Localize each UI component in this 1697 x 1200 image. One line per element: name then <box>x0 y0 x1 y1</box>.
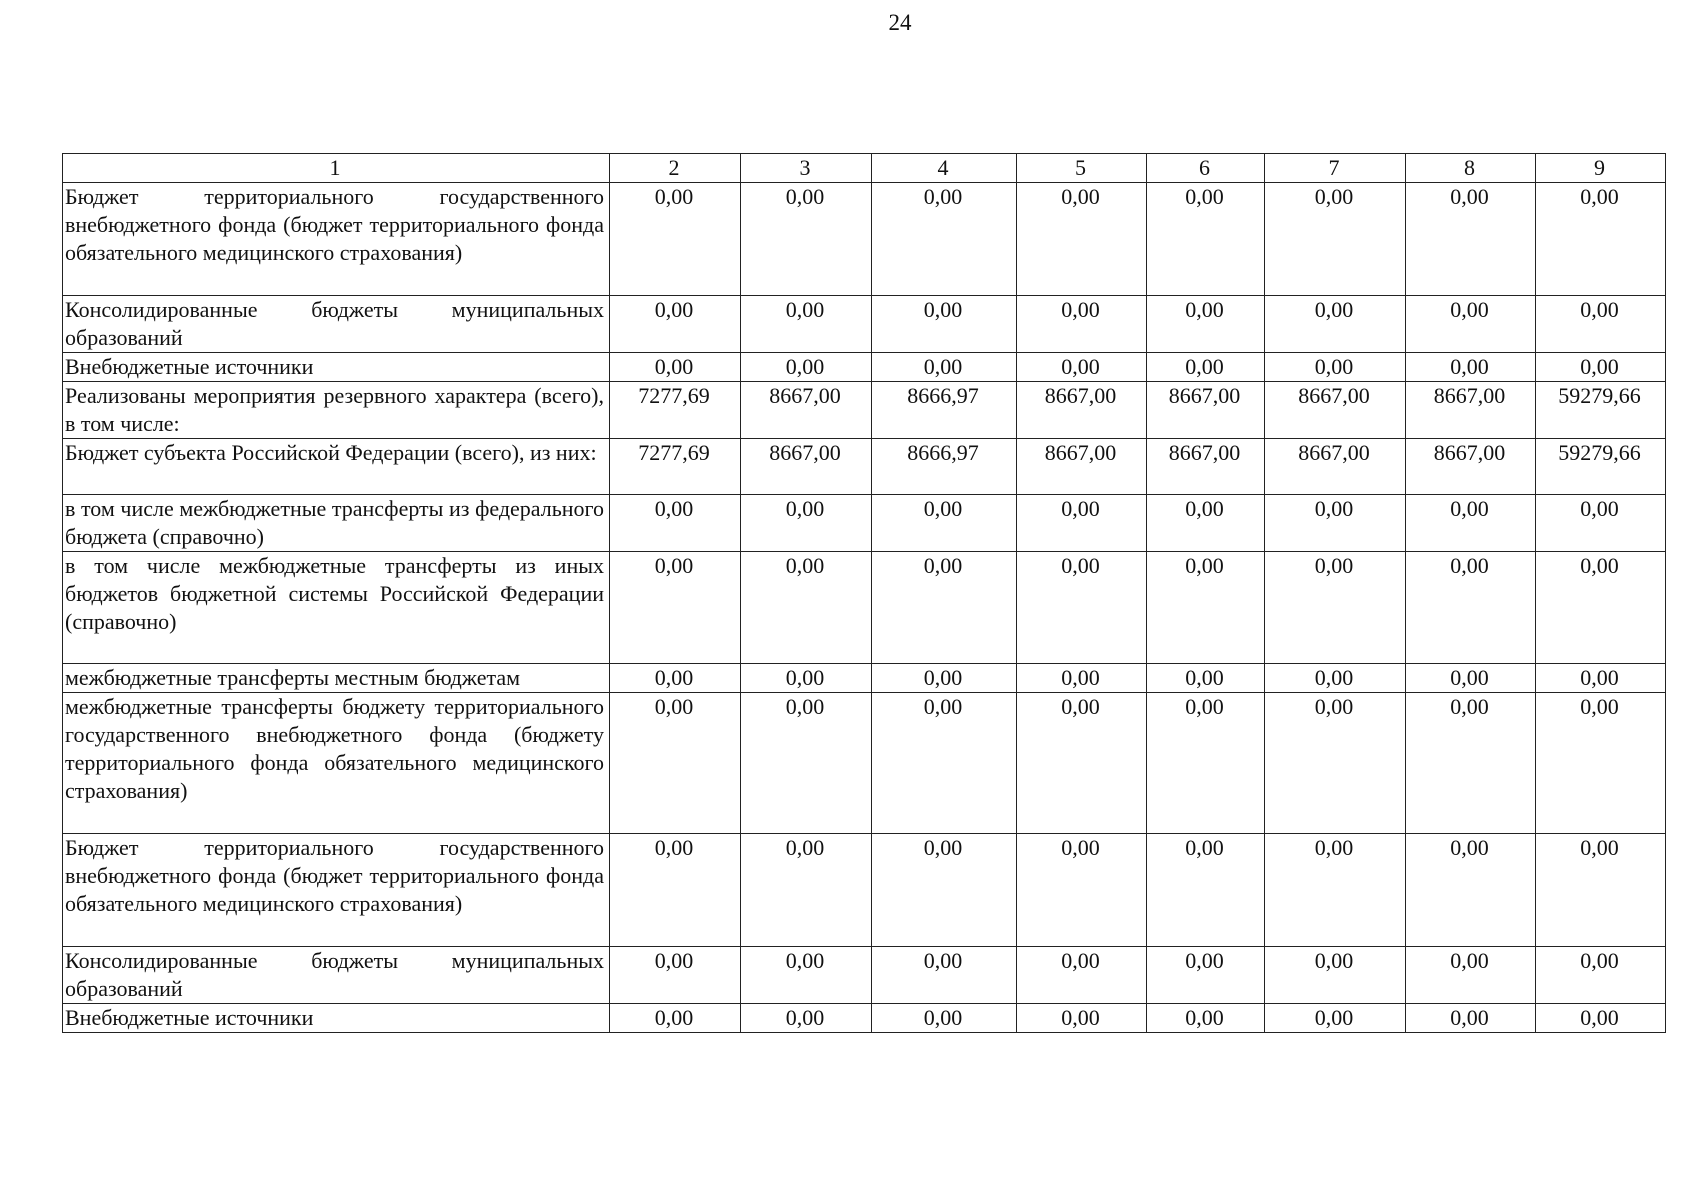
value-cell: 0,00 <box>1406 1004 1536 1033</box>
table-row <box>63 439 1666 495</box>
value-cell: 0,00 <box>872 183 1017 296</box>
value-cell: 0,00 <box>610 495 741 552</box>
value-cell: 0,00 <box>1017 947 1147 1004</box>
value-cell: 0,00 <box>741 495 872 552</box>
value-cell: 0,00 <box>610 552 741 664</box>
value-cell: 0,00 <box>1017 1004 1147 1033</box>
value-cell: 0,00 <box>610 296 741 353</box>
row-label: Бюджет территориального государственного внебюджетного фонда (бюджет территориального фонда обязательного медицинского страхования) <box>63 183 610 296</box>
value-cell: 0,00 <box>872 693 1017 834</box>
row-label: Бюджет территориального государственного внебюджетного фонда (бюджет территориального фонда обязательного медицинского страхования) <box>63 834 610 947</box>
value-cell: 0,00 <box>1406 947 1536 1004</box>
column-header: 7 <box>1265 154 1406 183</box>
value-cell: 0,00 <box>1265 495 1406 552</box>
value-cell: 0,00 <box>1147 183 1265 296</box>
value-cell: 0,00 <box>872 1004 1017 1033</box>
table-row <box>63 552 1666 664</box>
value-cell: 0,00 <box>1147 353 1265 382</box>
value-cell: 0,00 <box>872 353 1017 382</box>
value-cell: 0,00 <box>1017 664 1147 693</box>
value-cell: 8667,00 <box>1017 439 1147 495</box>
value-cell: 8667,00 <box>741 439 872 495</box>
value-cell: 0,00 <box>872 296 1017 353</box>
table-row <box>63 183 1666 296</box>
value-cell: 0,00 <box>1147 495 1265 552</box>
value-cell: 0,00 <box>610 183 741 296</box>
value-cell: 0,00 <box>1406 834 1536 947</box>
value-cell: 0,00 <box>1265 552 1406 664</box>
row-label: Консолидированные бюджеты муниципальных образований <box>63 296 610 353</box>
value-cell: 0,00 <box>1536 693 1666 834</box>
value-cell: 0,00 <box>610 664 741 693</box>
value-cell: 0,00 <box>1017 183 1147 296</box>
value-cell: 8667,00 <box>1147 439 1265 495</box>
value-cell: 0,00 <box>610 1004 741 1033</box>
value-cell: 0,00 <box>1265 183 1406 296</box>
value-cell: 0,00 <box>741 296 872 353</box>
value-cell: 0,00 <box>741 664 872 693</box>
value-cell: 0,00 <box>1536 353 1666 382</box>
value-cell: 0,00 <box>1017 495 1147 552</box>
value-cell: 7277,69 <box>610 382 741 439</box>
row-label: Внебюджетные источники <box>63 353 610 382</box>
value-cell: 8667,00 <box>1017 382 1147 439</box>
row-label: Бюджет субъекта Российской Федерации (всего), из них: <box>63 439 610 495</box>
value-cell: 59279,66 <box>1536 439 1666 495</box>
value-cell: 0,00 <box>1536 495 1666 552</box>
value-cell: 8667,00 <box>741 382 872 439</box>
value-cell: 0,00 <box>1017 552 1147 664</box>
column-header: 1 <box>63 154 610 183</box>
value-cell: 0,00 <box>1406 495 1536 552</box>
value-cell: 0,00 <box>1536 664 1666 693</box>
value-cell: 0,00 <box>1017 834 1147 947</box>
table-row <box>63 1004 1666 1033</box>
value-cell: 0,00 <box>1536 552 1666 664</box>
value-cell: 0,00 <box>1406 664 1536 693</box>
value-cell: 0,00 <box>1536 1004 1666 1033</box>
value-cell: 0,00 <box>1147 693 1265 834</box>
row-label: в том числе межбюджетные трансферты из федерального бюджета (справочно) <box>63 495 610 552</box>
table-row <box>63 296 1666 353</box>
value-cell: 0,00 <box>741 1004 872 1033</box>
value-cell: 0,00 <box>1265 296 1406 353</box>
value-cell: 0,00 <box>1147 834 1265 947</box>
value-cell: 0,00 <box>1147 664 1265 693</box>
row-label: межбюджетные трансферты бюджету территориального государственного внебюджетного фонда (бюджету территориального фонда обязательного медицинского страхования) <box>63 693 610 834</box>
value-cell: 8667,00 <box>1265 382 1406 439</box>
value-cell: 0,00 <box>741 353 872 382</box>
value-cell: 8667,00 <box>1406 439 1536 495</box>
value-cell: 0,00 <box>741 834 872 947</box>
table-row <box>63 382 1666 439</box>
value-cell: 0,00 <box>1147 552 1265 664</box>
value-cell: 0,00 <box>610 834 741 947</box>
table-row <box>63 353 1666 382</box>
value-cell: 0,00 <box>1406 693 1536 834</box>
value-cell: 0,00 <box>741 552 872 664</box>
value-cell: 0,00 <box>610 947 741 1004</box>
value-cell: 0,00 <box>1536 183 1666 296</box>
value-cell: 0,00 <box>741 947 872 1004</box>
table-row <box>63 495 1666 552</box>
value-cell: 0,00 <box>1406 183 1536 296</box>
value-cell: 0,00 <box>1017 693 1147 834</box>
value-cell: 0,00 <box>1536 947 1666 1004</box>
table-row <box>63 947 1666 1004</box>
value-cell: 0,00 <box>1406 353 1536 382</box>
value-cell: 0,00 <box>1017 353 1147 382</box>
value-cell: 0,00 <box>1536 296 1666 353</box>
page-number: 24 <box>888 10 912 35</box>
row-label: Внебюджетные источники <box>63 1004 610 1033</box>
value-cell: 0,00 <box>741 183 872 296</box>
value-cell: 0,00 <box>1406 296 1536 353</box>
value-cell: 8666,97 <box>872 439 1017 495</box>
table-row <box>63 693 1666 834</box>
column-header: 2 <box>610 154 741 183</box>
value-cell: 8667,00 <box>1265 439 1406 495</box>
value-cell: 8666,97 <box>872 382 1017 439</box>
value-cell: 7277,69 <box>610 439 741 495</box>
value-cell: 0,00 <box>1536 834 1666 947</box>
table-row <box>63 834 1666 947</box>
value-cell: 8667,00 <box>1406 382 1536 439</box>
column-header: 9 <box>1536 154 1666 183</box>
row-label: Реализованы мероприятия резервного характера (всего), в том числе: <box>63 382 610 439</box>
value-cell: 0,00 <box>1265 1004 1406 1033</box>
value-cell: 0,00 <box>872 552 1017 664</box>
value-cell: 0,00 <box>1147 1004 1265 1033</box>
value-cell: 0,00 <box>1147 296 1265 353</box>
value-cell: 59279,66 <box>1536 382 1666 439</box>
column-header: 3 <box>741 154 872 183</box>
header-row <box>63 154 1666 183</box>
value-cell: 0,00 <box>872 834 1017 947</box>
value-cell: 0,00 <box>1147 947 1265 1004</box>
table-row <box>63 664 1666 693</box>
value-cell: 0,00 <box>1265 353 1406 382</box>
column-header: 8 <box>1406 154 1536 183</box>
value-cell: 0,00 <box>1017 296 1147 353</box>
value-cell: 0,00 <box>1265 664 1406 693</box>
value-cell: 0,00 <box>1265 947 1406 1004</box>
value-cell: 0,00 <box>1406 552 1536 664</box>
row-label: межбюджетные трансферты местным бюджетам <box>63 664 610 693</box>
value-cell: 8667,00 <box>1147 382 1265 439</box>
value-cell: 0,00 <box>741 693 872 834</box>
value-cell: 0,00 <box>872 495 1017 552</box>
row-label: в том числе межбюджетные трансферты из иных бюджетов бюджетной системы Российской Федерации (справочно) <box>63 552 610 664</box>
column-header: 4 <box>872 154 1017 183</box>
value-cell: 0,00 <box>610 353 741 382</box>
column-header: 5 <box>1017 154 1147 183</box>
column-header: 6 <box>1147 154 1265 183</box>
value-cell: 0,00 <box>1265 834 1406 947</box>
value-cell: 0,00 <box>1265 693 1406 834</box>
value-cell: 0,00 <box>610 693 741 834</box>
value-cell: 0,00 <box>872 664 1017 693</box>
row-label: Консолидированные бюджеты муниципальных образований <box>63 947 610 1004</box>
budget-table <box>62 153 1666 1033</box>
value-cell: 0,00 <box>872 947 1017 1004</box>
